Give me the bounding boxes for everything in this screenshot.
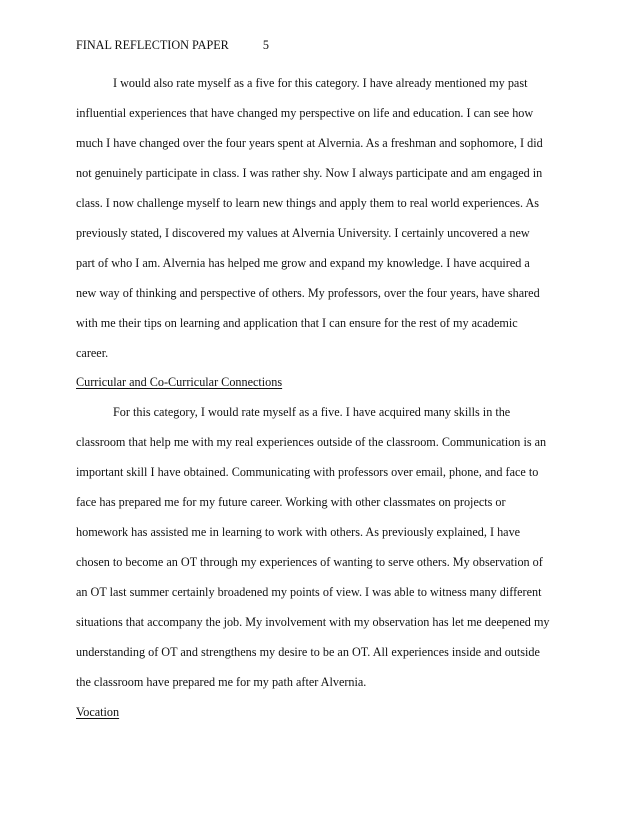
- paragraph-line: situations that accompany the job. My involvement with my observation has let me deepened my: [76, 615, 550, 629]
- page-number: 5: [262, 38, 269, 52]
- paragraph-line: For this category, I would rate myself as a five. I have acquired many skills in the: [113, 405, 511, 419]
- paragraph-line: classroom that help me with my real experiences outside of the classroom. Communication is an: [76, 435, 547, 449]
- section-heading-curricular: Curricular and Co-Curricular Connections: [76, 375, 283, 389]
- paragraph-line: part of who I am. Alvernia has helped me grow and expand my knowledge. I have acquired a: [76, 256, 530, 270]
- paragraph-line: much I have changed over the four years spent at Alvernia. As a freshman and sophomore, I did: [76, 136, 543, 150]
- paragraph-line: career.: [76, 346, 109, 360]
- paragraph-line: chosen to become an OT through my experiences of wanting to serve others. My observation of: [76, 555, 543, 569]
- running-header: [76, 37, 269, 53]
- paragraph-line: understanding of OT and strengthens my desire to be an OT. All experiences inside and outside: [76, 645, 540, 659]
- paragraph-line: influential experiences that have changed my perspective on life and education. I can see how: [76, 106, 534, 120]
- paragraph-line: homework has assisted me in learning to work with others. As previously explained, I have: [76, 525, 521, 539]
- paragraph-line: class. I now challenge myself to learn new things and apply them to real world experiences. As: [76, 196, 539, 210]
- running-title: FINAL REFLECTION PAPER: [76, 38, 229, 52]
- paragraph-line: an OT last summer certainly broadened my points of view. I was able to witness many different: [76, 585, 542, 599]
- paragraph-line: face has prepared me for my future career. Working with other classmates on projects or: [76, 495, 506, 509]
- paragraph-line: new way of thinking and perspective of others. My professors, over the four years, have shared: [76, 286, 540, 300]
- section-heading-vocation: Vocation: [76, 705, 120, 719]
- paragraph-line: important skill I have obtained. Communicating with professors over email, phone, and face to: [76, 465, 539, 479]
- paragraph-line: I would also rate myself as a five for this category. I have already mentioned my past: [113, 76, 528, 90]
- paragraph-line: previously stated, I discovered my values at Alvernia University. I certainly uncovered a new: [76, 226, 530, 240]
- paragraph-line: not genuinely participate in class. I was rather shy. Now I always participate and am engaged in: [76, 166, 543, 180]
- paragraph-line: the classroom have prepared me for my path after Alvernia.: [76, 675, 367, 689]
- paragraph-line: with me their tips on learning and application that I can ensure for the rest of my academic: [76, 316, 518, 330]
